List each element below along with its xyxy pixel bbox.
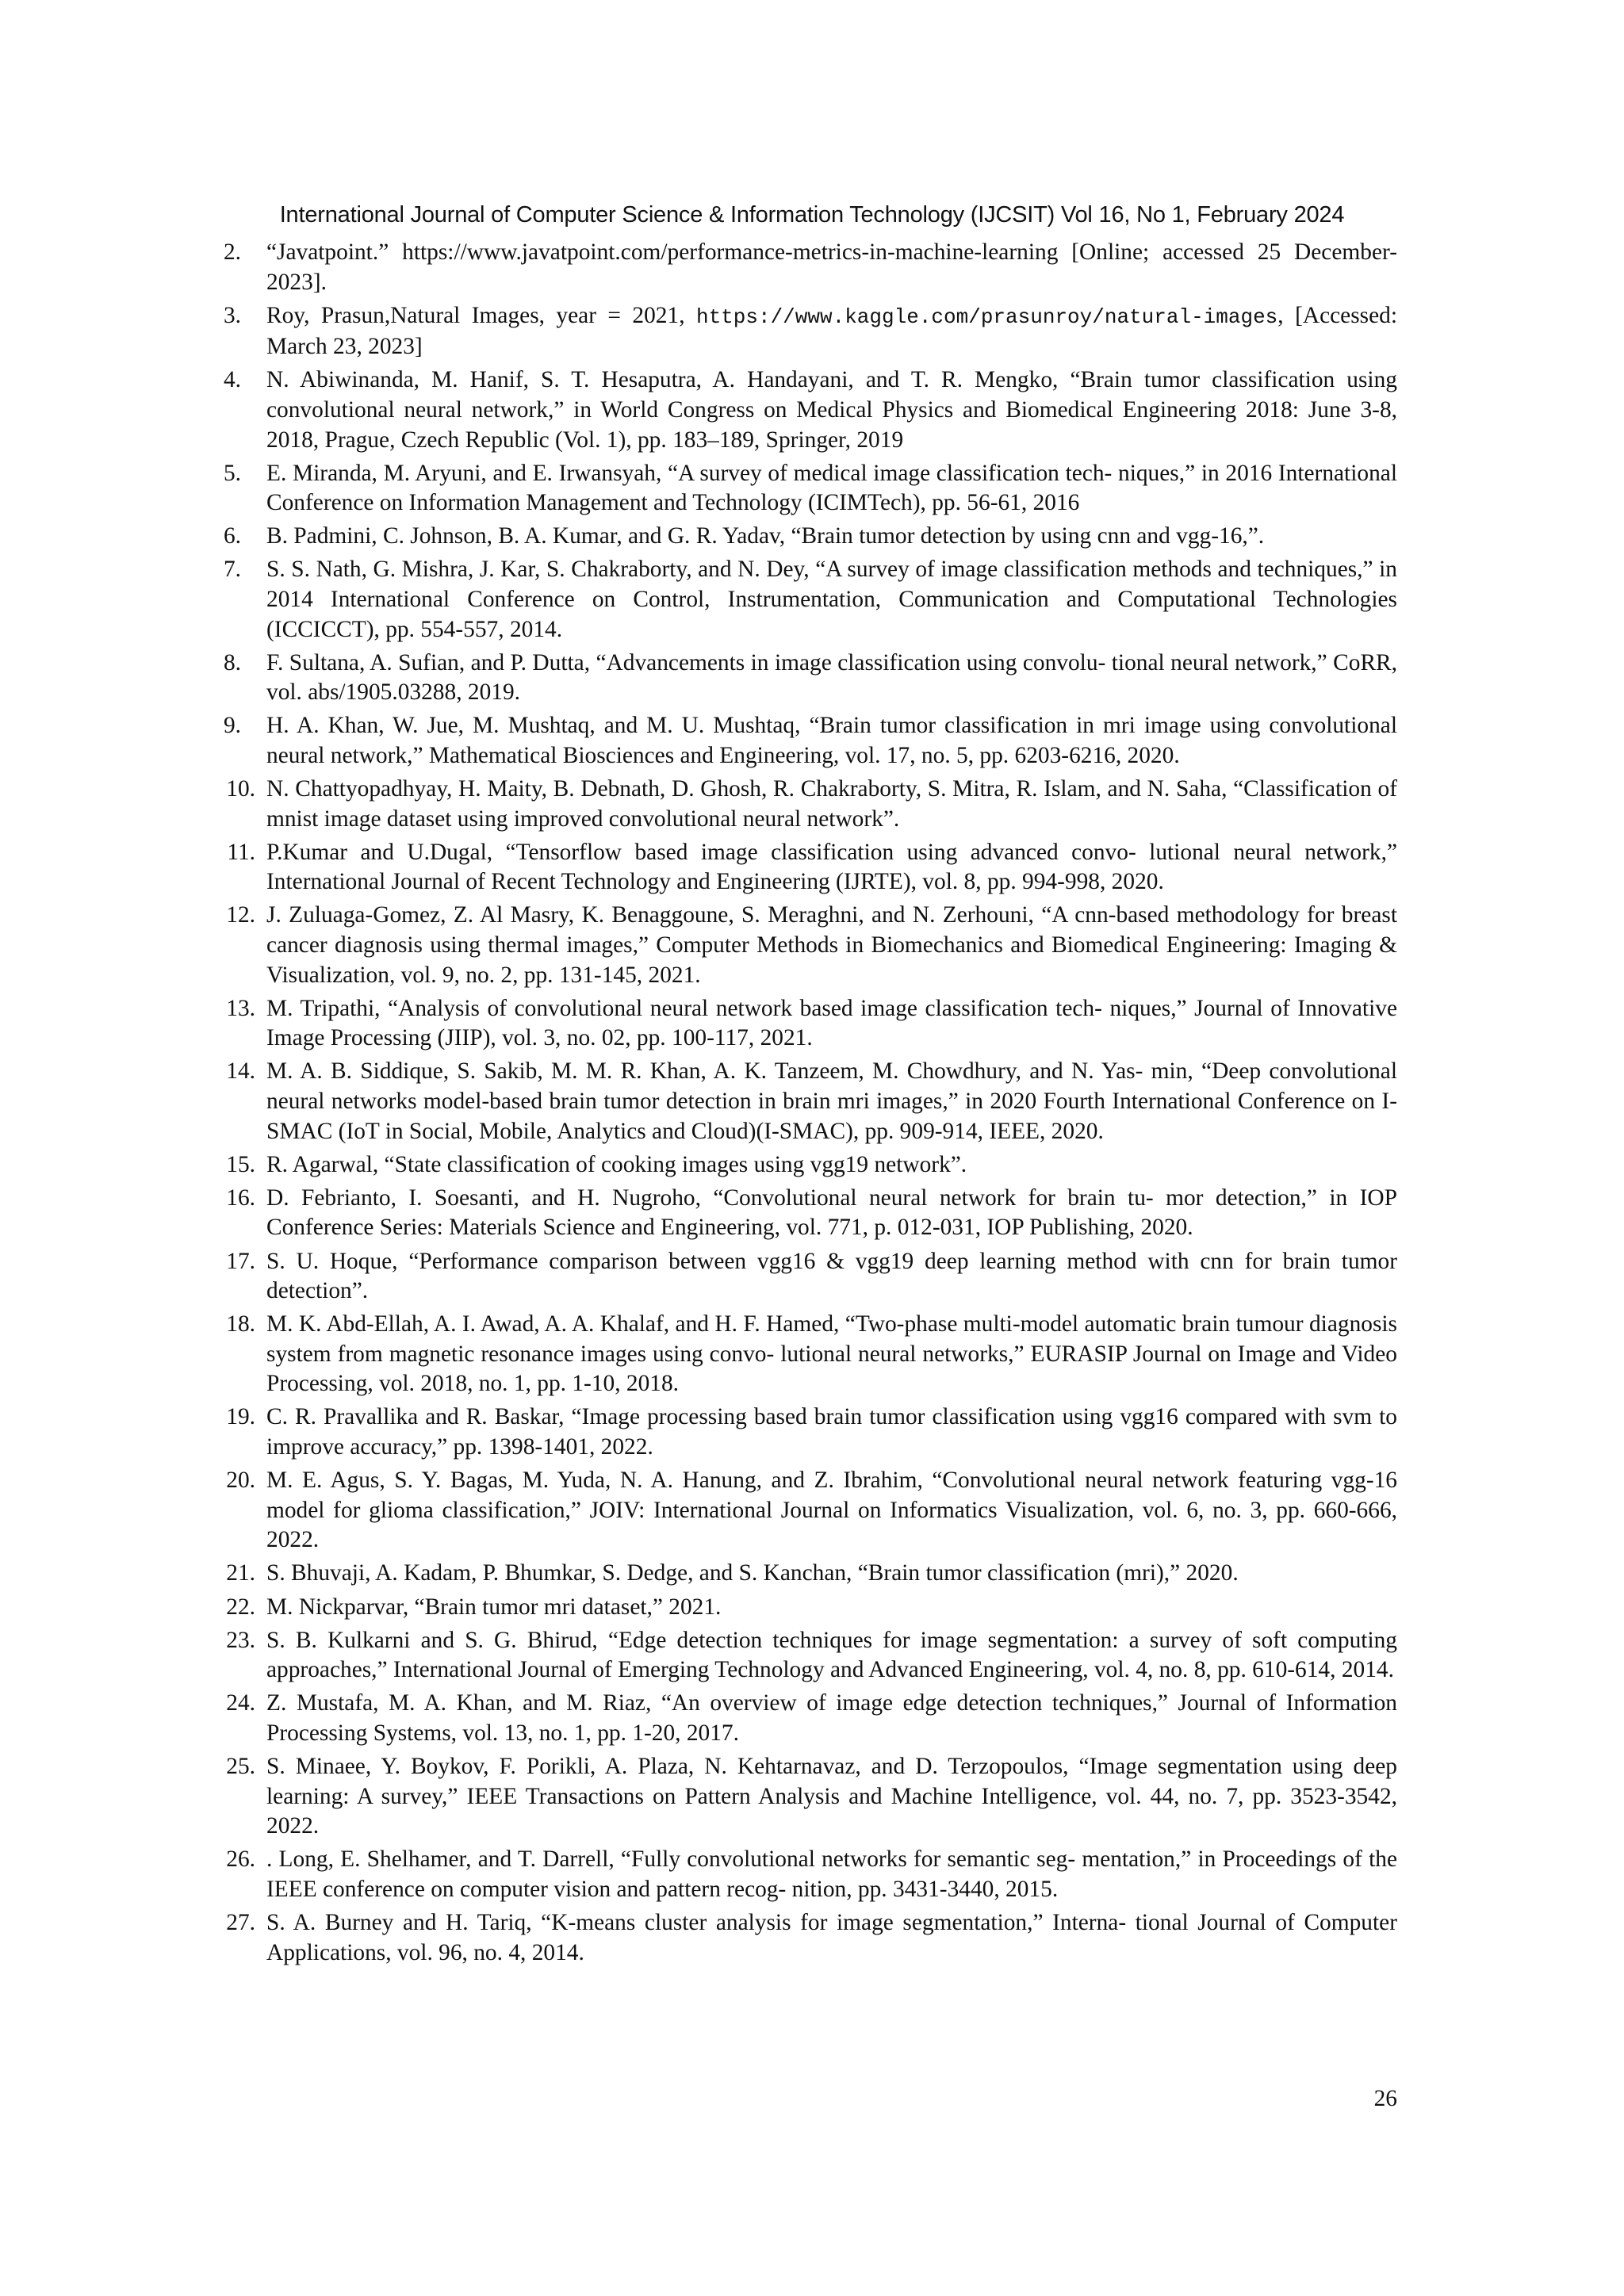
reference-number: 14. [226,1058,255,1085]
reference-text: S. A. Burney and H. Tariq, “K-means cluster analysis for image segmentation,” Interna- tional Journal of Computer Applications, vol. 96, no. 4, 2014. [266,1909,1397,1965]
reference-number: 19. [226,1404,255,1430]
reference-text: R. Agarwal, “State classification of cooking images using vgg19 network”. [266,1151,967,1177]
reference-text: B. Padmini, C. Johnson, B. A. Kumar, and G. R. Yadav, “Brain tumor detection by using cnn and vgg-16,”. [266,523,1265,549]
reference-text: , [Accessed: March 23, 2023] [266,302,1397,360]
reference-number: 20. [226,1468,255,1494]
reference-item [208,459,1397,519]
reference-number: 12. [226,902,255,928]
reference-text: Z. Mustafa, M. A. Khan, and M. Riaz, “An overview of image edge detection techniques,” Journal of Information Processing Systems, vol. 13, no. 1, pp. 1-20, 2017. [266,1690,1397,1746]
reference-item [208,1689,1397,1748]
reference-text: D. Febrianto, I. Soesanti, and H. Nugroho, “Convolutional neural network for brain tu- mor detection,” in IOP Conference Series: Materials Science and Engineering, vol. 771, p. 012-031, IOP Publishing, 2020. [266,1184,1397,1241]
reference-number: 5. [223,460,241,486]
reference-item [208,1247,1397,1307]
reference-item [208,994,1397,1054]
reference-item [208,649,1397,708]
reference-item [208,1752,1397,1842]
reference-number: 9. [223,713,241,739]
reference-text: M. Nickparvar, “Brain tumor mri dataset,” 2021. [266,1594,722,1620]
reference-item [208,1908,1397,1968]
reference-item [208,301,1397,362]
reference-number: 23. [226,1627,255,1653]
reference-number: 25. [226,1754,255,1779]
reference-item [208,838,1397,897]
reference-item [208,1150,1397,1181]
reference-text: H. A. Khan, W. Jue, M. Mushtaq, and M. U. Mushtaq, “Brain tumor classification in mri image using convolutional neural network,” Mathematical Biosciences and Engineering, vol. 17, no. 5, pp. 6203-6216, 2020. [266,713,1397,768]
reference-item [208,1184,1397,1243]
reference-item [208,901,1397,990]
reference-url: https://www.kaggle.com/prasunroy/natural-images [695,304,1278,329]
reference-number: 24. [226,1690,255,1716]
reference-number: 7. [223,557,241,583]
reference-number: 11. [227,839,255,865]
reference-item [208,1559,1397,1589]
reference-number: 18. [226,1311,255,1337]
reference-item [208,1057,1397,1146]
reference-item [208,238,1397,297]
reference-number: 10. [226,776,255,802]
reference-item [208,1845,1397,1904]
reference-number: 13. [226,995,255,1021]
reference-text: “Javatpoint.” https://www.javatpoint.com/performance-metrics-in-machine-learning [Online; accessed 25 December-2023]. [266,239,1397,295]
reference-number: 6. [223,523,241,549]
reference-number: 26. [226,1846,255,1873]
reference-item [208,1466,1397,1556]
reference-number: 8. [223,649,241,675]
reference-item [208,711,1397,771]
reference-text: Roy, Prasun,Natural Images, year = 2021, [266,302,696,328]
reference-number: 21. [226,1560,255,1586]
reference-list [208,238,1397,1972]
reference-number: 27. [226,1909,255,1935]
reference-text: M. A. B. Siddique, S. Sakib, M. M. R. Khan, A. K. Tanzeem, M. Chowdhury, and N. Yas- min, “Deep convolutional neural networks model-based brain tumor detection in brain mri images,” in 2020 Fourth International Conference on I-SMAC (IoT in Social, Mobile, Analytics and Cloud)(I-SMAC), pp. 909-914, IEEE, 2020. [266,1058,1397,1144]
reference-item [208,365,1397,455]
reference-number: 3. [223,302,241,328]
reference-text: S. U. Hoque, “Performance comparison between vgg16 & vgg19 deep learning method with cnn for brain tumor detection”. [266,1248,1397,1304]
reference-number: 2. [223,239,241,265]
reference-text: M. K. Abd-Ellah, A. I. Awad, A. A. Khalaf, and H. F. Hamed, “Two-phase multi-model automatic brain tumour diagnosis system from magnetic resonance images using convo- lutional neural networks,” EURASIP Journal on Image and Video Processing, vol. 2018, no. 1, pp. 1-10, 2018. [266,1311,1397,1397]
reference-number: 22. [226,1594,255,1620]
reference-item [208,1310,1397,1399]
reference-text: M. Tripathi, “Analysis of convolutional neural network based image classification tech- niques,” Journal of Innovative Image Processing (JIIP), vol. 3, no. 02, pp. 100-117, 2021. [266,995,1397,1051]
reference-text: F. Sultana, A. Sufian, and P. Dutta, “Advancements in image classification using convolu- tional neural network,” CoRR, vol. abs/1905.03288, 2019. [266,649,1397,706]
reference-text: S. B. Kulkarni and S. G. Bhirud, “Edge detection techniques for image segmentation: a survey of soft computing approaches,” International Journal of Emerging Technology and Advanced Engineering, vol. 4, no. 8, pp. 610-614, 2014. [266,1627,1397,1683]
reference-item [208,1593,1397,1623]
reference-item [208,775,1397,834]
reference-text: S. S. Nath, G. Mishra, J. Kar, S. Chakraborty, and N. Dey, “A survey of image classification methods and techniques,” in 2014 International Conference on Control, Instrumentation, Communication and Computational Technologies (ICCICCT), pp. 554-557, 2014. [266,557,1397,642]
reference-text: J. Zuluaga-Gomez, Z. Al Masry, K. Benaggoune, S. Meraghni, and N. Zerhouni, “A cnn-based methodology for breast cancer diagnosis using thermal images,” Computer Methods in Biomechanics and Biomedical Engineering: Imaging & Visualization, vol. 9, no. 2, pp. 131-145, 2021. [266,902,1397,988]
reference-item [208,1402,1397,1462]
reference-item [208,522,1397,552]
reference-text: P.Kumar and U.Dugal, “Tensorflow based image classification using advanced convo- lutional neural network,” International Journal of Recent Technology and Engineering (IJRTE), vol. 8, pp. 994-998, 2020. [266,839,1397,895]
page-number: 26 [1373,2086,1397,2111]
reference-text: M. E. Agus, S. Y. Bagas, M. Yuda, N. A. Hanung, and Z. Ibrahim, “Convolutional neural network featuring vgg-16 model for glioma classification,” JOIV: International Journal on Informatics Visualization, vol. 6, no. 3, pp. 660-666, 2022. [266,1468,1397,1553]
reference-number: 16. [226,1184,255,1211]
reference-text: S. Bhuvaji, A. Kadam, P. Bhumkar, S. Dedge, and S. Kanchan, “Brain tumor classification (mri),” 2020. [266,1560,1239,1586]
reference-number: 15. [226,1151,255,1177]
reference-text: E. Miranda, M. Aryuni, and E. Irwansyah, “A survey of medical image classification tech- niques,” in 2016 International Conference on Information Management and Technology (ICIMTech), pp. 56-61, 2016 [266,460,1397,516]
journal-header: International Journal of Computer Science & Information Technology (IJCSIT) Vol 16, No 1, February 2024 [279,202,1345,228]
reference-number: 17. [226,1248,255,1274]
reference-text: N. Abiwinanda, M. Hanif, S. T. Hesaputra, A. Handayani, and T. R. Mengko, “Brain tumor classification using convolutional neural network,” in World Congress on Medical Physics and Biomedical Engineering 2018: June 3-8, 2018, Prague, Czech Republic (Vol. 1), pp. 183–189, Springer, 2019 [266,367,1397,453]
reference-item [208,1626,1397,1686]
reference-number: 4. [223,367,241,393]
reference-item [208,555,1397,645]
reference-text: C. R. Pravallika and R. Baskar, “Image processing based brain tumor classification using vgg16 compared with svm to improve accuracy,” pp. 1398-1401, 2022. [266,1404,1397,1460]
reference-text: N. Chattyopadhyay, H. Maity, B. Debnath, D. Ghosh, R. Chakraborty, S. Mitra, R. Islam, and N. Saha, “Classification of mnist image dataset using improved convolutional neural network”. [266,776,1397,832]
reference-text: S. Minaee, Y. Boykov, F. Porikli, A. Plaza, N. Kehtarnavaz, and D. Terzopoulos, “Image segmentation using deep learning: A survey,” IEEE Transactions on Pattern Analysis and Machine Intelligence, vol. 44, no. 7, pp. 3523-3542, 2022. [266,1754,1397,1839]
reference-text: . Long, E. Shelhamer, and T. Darrell, “Fully convolutional networks for semantic seg- mentation,” in Proceedings of the IEEE conference on computer vision and pattern recog- nition, pp. 3431-3440, 2015. [266,1846,1397,1902]
